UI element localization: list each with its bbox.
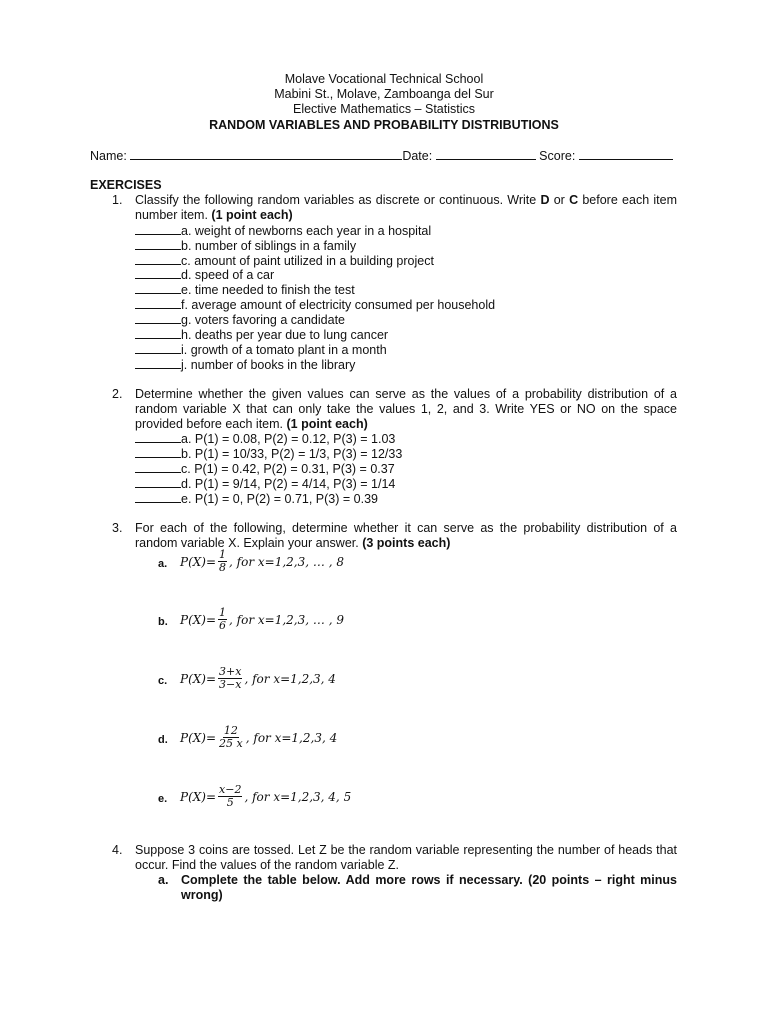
fraction-numerator: x−2: [219, 783, 242, 796]
formula-lhs: P(X)=: [180, 730, 217, 745]
q1-item-e[interactable]: [135, 282, 355, 297]
answer-blank[interactable]: [135, 267, 181, 279]
name-blank[interactable]: [130, 148, 402, 160]
fraction-numerator: 12: [223, 724, 238, 737]
q3-d-formula: [180, 725, 337, 750]
q2-item-e[interactable]: [135, 491, 378, 506]
fraction-numerator: 1: [219, 606, 227, 619]
name-label: Name:: [90, 149, 127, 163]
q3-prompt: [135, 521, 677, 551]
q1-item-text: d. speed of a car: [181, 268, 275, 282]
score-blank[interactable]: [579, 148, 673, 160]
score-label: Score:: [539, 149, 576, 163]
formula-lhs: P(X)=: [180, 612, 217, 627]
q3-e-formula: [180, 784, 351, 809]
fraction-denominator: 8: [219, 561, 227, 574]
q2-points: (1 point each): [286, 417, 368, 431]
formula-fraction: [218, 549, 227, 574]
fraction-numerator: 3+x: [219, 665, 242, 678]
q3-d-label: d.: [158, 734, 168, 746]
q1-prompt: [135, 193, 677, 223]
answer-blank[interactable]: [135, 253, 181, 265]
formula-rhs: , for x=1,2,3, 4: [245, 730, 338, 745]
formula-rhs: , for x=1,2,3, 4, 5: [244, 789, 352, 804]
q1-item-c[interactable]: [135, 253, 434, 268]
q1-item-a[interactable]: [135, 223, 431, 238]
answer-blank[interactable]: [135, 461, 181, 473]
formula-rhs: , for x=1,2,3, 4: [244, 671, 336, 686]
q2-item-text: b. P(1) = 10/33, P(2) = 1/3, P(3) = 12/33: [181, 447, 403, 461]
q1-item-text: e. time needed to finish the test: [181, 283, 355, 297]
q1-item-text: i. growth of a tomato plant in a month: [181, 343, 387, 357]
formula-fraction: [218, 725, 244, 750]
answer-blank[interactable]: [135, 342, 181, 354]
q1-item-text: f. average amount of electricity consumed per household: [181, 298, 496, 312]
q3-prompt-text: For each of the following, determine whether it can serve as the probability distribution of a random variable X. Explain your answer.: [135, 521, 677, 550]
subject-line: Elective Mathematics – Statistics: [292, 102, 475, 116]
formula-rhs: , for x=1,2,3, … , 9: [229, 612, 344, 627]
q3-a-label: a.: [158, 558, 168, 570]
answer-blank[interactable]: [135, 357, 181, 369]
q2-item-c[interactable]: [135, 461, 395, 476]
q4-number: 4.: [112, 843, 123, 857]
q2-item-b[interactable]: [135, 446, 402, 461]
q1-item-text: b. number of siblings in a family: [181, 239, 357, 253]
answer-blank[interactable]: [135, 491, 181, 503]
q2-item-text: a. P(1) = 0.08, P(2) = 0.12, P(3) = 1.03: [181, 432, 396, 446]
q1-item-d[interactable]: [135, 267, 274, 282]
formula-lhs: P(X)=: [180, 671, 217, 686]
q2-prompt: [135, 387, 677, 432]
q2-item-text: e. P(1) = 0, P(2) = 0.71, P(3) = 0.39: [181, 492, 378, 506]
q1-item-i[interactable]: [135, 342, 387, 357]
q1-item-text: c. amount of paint utilized in a building project: [181, 254, 434, 268]
q4-sub-text: Complete the table below. Add more rows if necessary. (20 points – right minus wrong): [181, 873, 677, 902]
q3-b-label: b.: [158, 616, 168, 628]
q1-item-h[interactable]: [135, 327, 388, 342]
q1-item-j[interactable]: [135, 357, 355, 372]
student-info-line: [90, 148, 673, 163]
fraction-denominator: 6: [219, 619, 227, 632]
formula-rhs: , for x=1,2,3, … , 8: [229, 554, 344, 569]
formula-fraction: [218, 784, 242, 809]
answer-blank[interactable]: [135, 327, 181, 339]
q1-prompt-text: Classify the following random variables as discrete or continuous. Write: [135, 193, 541, 207]
q1-item-text: a. weight of newborns each year in a hospital: [181, 224, 432, 238]
formula-fraction: [218, 607, 227, 632]
date-blank[interactable]: [436, 148, 536, 160]
q1-item-text: j. number of books in the library: [181, 358, 356, 372]
q2-item-d[interactable]: [135, 476, 395, 491]
q3-c-label: c.: [158, 675, 168, 687]
answer-blank[interactable]: [135, 312, 181, 324]
school-address: Mabini St., Molave, Zamboanga del Sur: [274, 87, 494, 101]
formula-lhs: P(X)=: [180, 789, 217, 804]
q1-d: D: [540, 193, 550, 207]
q2-prompt-text: Determine whether the given values can serve as the values of a probability distribution of a random variable X that can only take the values 1, 2, and 3. Write YES or NO on the space provided before each item.: [135, 387, 677, 431]
fraction-numerator: 1: [219, 548, 227, 561]
answer-blank[interactable]: [135, 223, 181, 235]
answer-blank[interactable]: [135, 297, 181, 309]
q2-number: 2.: [112, 387, 123, 401]
formula-lhs: P(X)=: [180, 554, 217, 569]
formula-fraction: [218, 666, 242, 691]
q4-prompt: Suppose 3 coins are tossed. Let Z be the random variable representing the number of heads that occur. Find the values of the random variable Z.: [135, 843, 677, 872]
q2-item-text: d. P(1) = 9/14, P(2) = 4/14, P(3) = 1/14: [181, 477, 396, 491]
q3-e-label: e.: [158, 793, 168, 805]
worksheet-title: RANDOM VARIABLES AND PROBABILITY DISTRIBUTIONS: [209, 118, 559, 132]
q3-c-formula: [180, 666, 336, 691]
q1-item-f[interactable]: [135, 297, 495, 312]
q1-prompt-text-2: before each item number item.: [135, 193, 677, 222]
q1-or: or: [549, 193, 570, 207]
answer-blank[interactable]: [135, 431, 181, 443]
q1-item-text: h. deaths per year due to lung cancer: [181, 328, 389, 342]
fraction-denominator: 3−x: [219, 678, 242, 691]
fraction-denominator: 5: [226, 796, 234, 809]
answer-blank[interactable]: [135, 282, 181, 294]
q1-number: 1.: [112, 193, 123, 207]
date-label: Date:: [402, 149, 433, 163]
q2-item-a[interactable]: [135, 431, 395, 446]
answer-blank[interactable]: [135, 238, 181, 250]
q1-item-b[interactable]: [135, 238, 356, 253]
q3-b-formula: [180, 607, 344, 632]
q1-item-g[interactable]: [135, 312, 345, 327]
q1-points: (1 point each): [211, 208, 293, 222]
q1-c: C: [569, 193, 579, 207]
q3-number: 3.: [112, 521, 123, 535]
q3-a-formula: [180, 549, 344, 574]
q3-points: (3 points each): [362, 536, 451, 550]
school-name: Molave Vocational Technical School: [284, 72, 484, 86]
q4-sub-label: a.: [158, 873, 169, 887]
answer-blank[interactable]: [135, 476, 181, 488]
fraction-denominator: 25 x: [219, 737, 243, 750]
q1-item-text: g. voters favoring a candidate: [181, 313, 345, 327]
q2-item-text: c. P(1) = 0.42, P(2) = 0.31, P(3) = 0.37: [181, 462, 395, 476]
exercises-heading: EXERCISES: [90, 178, 162, 192]
answer-blank[interactable]: [135, 446, 181, 458]
